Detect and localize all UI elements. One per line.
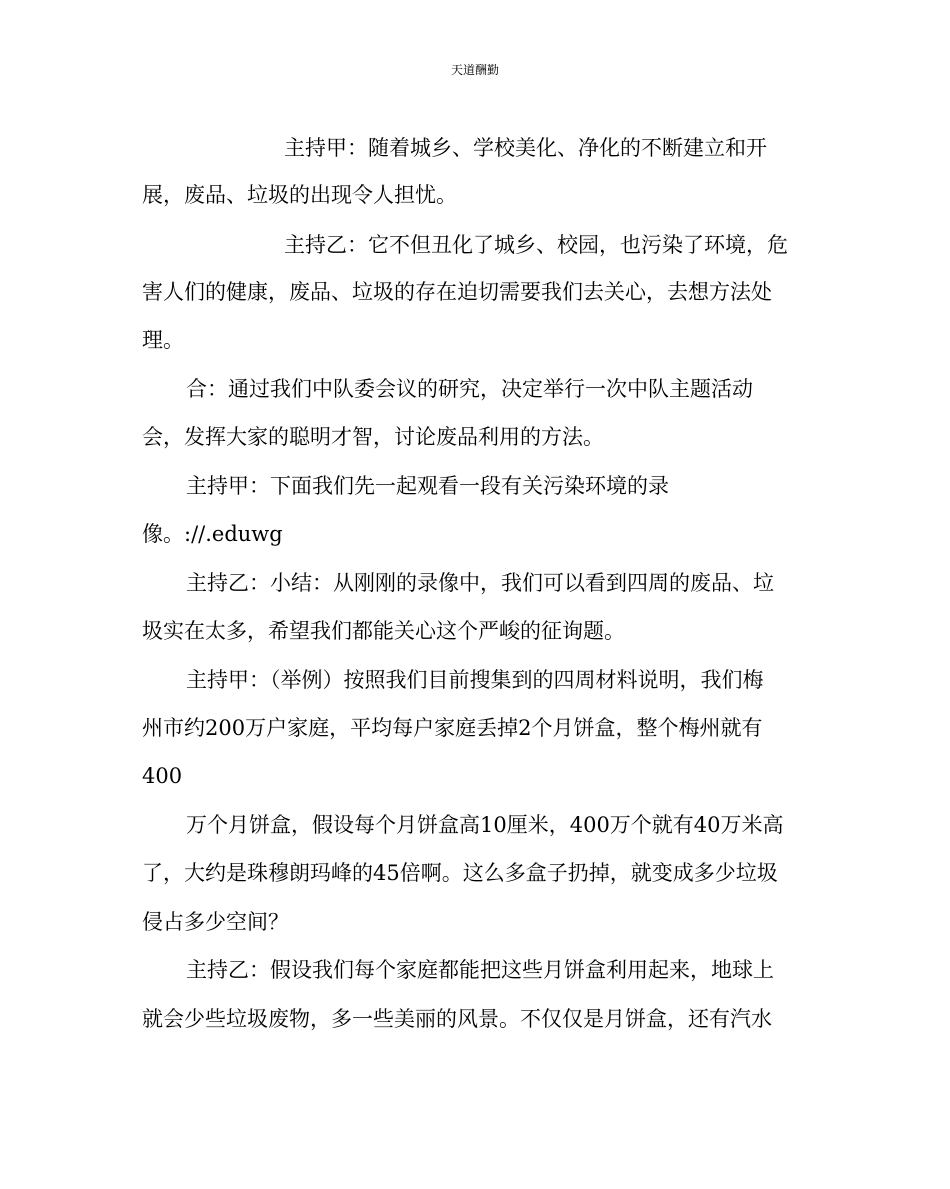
- page-header: 天道酬勤: [450, 63, 499, 77]
- text-line: 主持乙：它不但丑化了城乡、校园，也污染了环境，危: [284, 233, 788, 257]
- text-line: 主持乙：小结：从刚刚的录像中，我们可以看到四周的废品、垃: [186, 571, 774, 595]
- text-line: 展，废品、垃圾的出现令人担忧。: [142, 183, 457, 207]
- text-line: 圾实在太多，希望我们都能关心这个严峻的征询题。: [142, 619, 625, 643]
- text-line: 万个月饼盒，假设每个月饼盒高10厘米，400万个就有40万米高: [186, 813, 784, 837]
- text-line: 主持甲：（举例）按照我们目前搜集到的四周材料说明，我们梅: [186, 668, 764, 692]
- text-line: 主持甲：下面我们先一起观看一段有关污染环境的录: [186, 474, 669, 498]
- text-line: 合：通过我们中队委会议的研究，决定举行一次中队主题活动: [186, 377, 753, 401]
- text-line: 主持乙：假设我们每个家庭都能把这些月饼盒利用起来，地球上: [186, 958, 774, 982]
- text-line: 害人们的健康，废品、垃圾的存在迫切需要我们去关心，去想方法处: [142, 280, 772, 304]
- text-line: 州市约200万户家庭，平均每户家庭丢掉2个月饼盒，整个梅州就有: [142, 716, 763, 740]
- text-line: 400: [142, 764, 183, 788]
- text-line: 像。://.eduwg: [142, 522, 283, 546]
- text-line: 就会少些垃圾废物，多一些美丽的风景。不仅仅是月饼盒，还有汽水: [142, 1007, 772, 1031]
- text-line: 侵占多少空间？: [142, 910, 289, 934]
- text-line: 会，发挥大家的聪明才智，讨论废品利用的方法。: [142, 425, 604, 449]
- text-line: 理。: [142, 328, 184, 352]
- text-line: 主持甲：随着城乡、学校美化、净化的不断建立和开: [284, 136, 767, 160]
- text-line: 了，大约是珠穆朗玛峰的45倍啊。这么多盒子扔掉，就变成多少垃圾: [142, 861, 778, 885]
